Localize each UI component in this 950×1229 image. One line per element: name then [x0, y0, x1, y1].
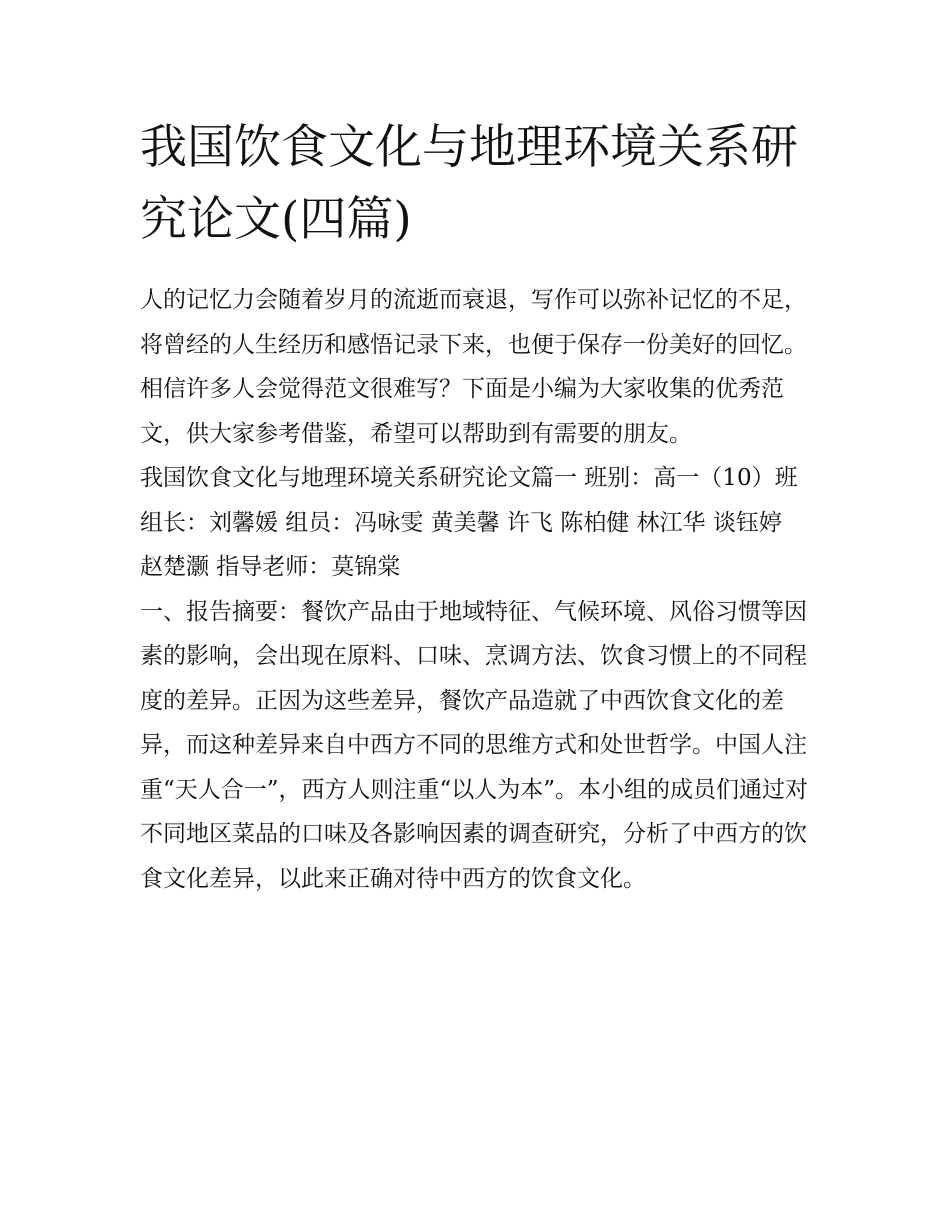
group-info-paragraph: 我国饮食文化与地理环境关系研究论文篇一 班别：高一（10）班 组长：刘馨媛 组员：冯咏雯 黄美馨 许飞 陈柏健 林江华 谈钰婷 赵楚灏 指导老师：莫锦棠 — [140, 465, 798, 580]
document-title: 我国饮食文化与地理环境关系研究论文(四篇) — [140, 120, 798, 247]
document-page — [140, 112, 812, 901]
document-body — [140, 278, 812, 901]
abstract-paragraph: 一、报告摘要：餐饮产品由于地域特征、气候环境、风俗习惯等因素的影响，会出现在原料、口味、烹调方法、饮食习惯上的不同程度的差异。正因为这些差异，餐饮产品造就了中西饮食文化的差异，而这种差异来自中西方不同的思维方式和处世哲学。中国人注重“天人合一”，西方人则注重“以人为本”。本小组的成员们通过对不同地区菜品的口味及各影响因素的调查研究，分析了中西方的饮食文化差异，以此来正确对待中西方的饮食文化。 — [140, 598, 809, 892]
intro-paragraph: 人的记忆力会随着岁月的流逝而衰退，写作可以弥补记忆的不足，将曾经的人生经历和感悟记录下来，也便于保存一份美好的回忆。相信许多人会觉得范文很难写？下面是小编为大家收集的优秀范文，供大家参考借鉴，希望可以帮助到有需要的朋友。 — [140, 287, 807, 447]
